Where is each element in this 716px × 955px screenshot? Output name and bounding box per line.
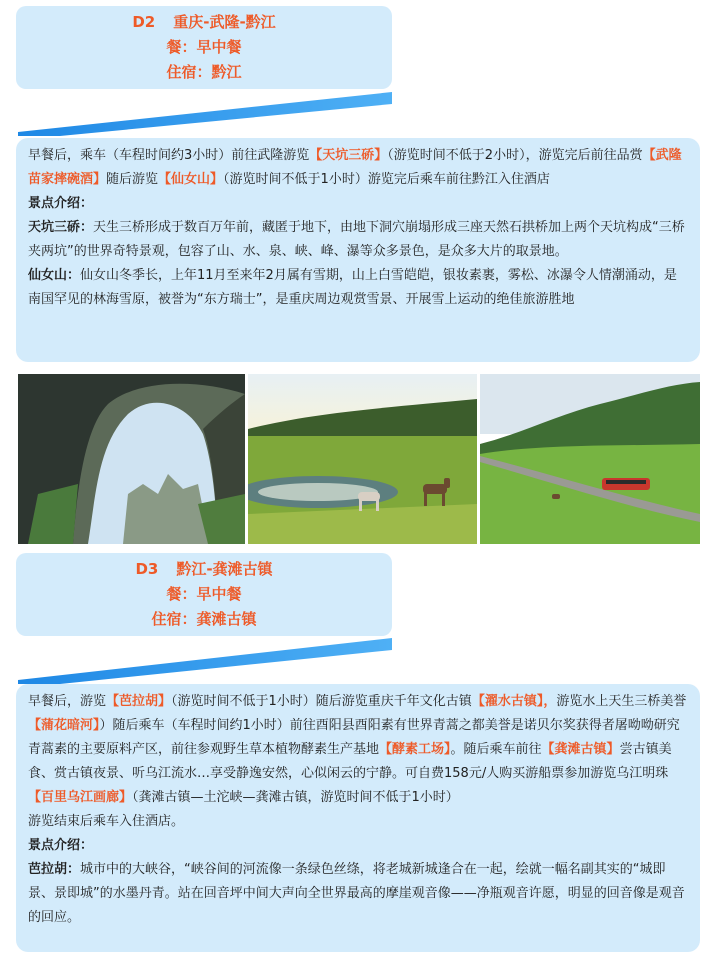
day3-text-part: 尝古镇美食、赏古镇夜景、听乌江流水…享受静逸安然，心似闲云的宁静。可自费158元/人购买游船票参加游览乌江明珠 (28, 742, 672, 781)
day3-header (16, 553, 392, 636)
spot-balahu: 【芭拉胡】 (106, 694, 172, 709)
day3-text-part: 早餐后，游览 (28, 694, 107, 709)
day2-spot2-desc (28, 264, 688, 312)
day3-intro-title: 景点介绍： (28, 838, 94, 853)
day2-title (16, 10, 392, 35)
spot-wujiang: 【百里乌江画廊】 (28, 790, 133, 805)
day2-spot2-name: 仙女山： (28, 268, 81, 283)
day2-spot1-text: 天生三桥形成于数百万年前，藏匿于地下，由地下洞穴崩塌形成三座天然石拱桥加上两个天坑构成“三桥夹两坑”的世界奇特景观，包容了山、水、泉、峡、峰、瀑等众多景色，是众多大片的取景地。 (28, 220, 685, 259)
tiankeng-arch-photo (18, 374, 245, 544)
day2-meals: 餐：早中餐 (166, 38, 242, 56)
day3-title (16, 557, 392, 582)
day3-text-part: （龚滩古镇—土沱峡—龚滩古镇，游览时间不低于1小时） (132, 790, 459, 805)
day2-stay: 住宿：黔江 (166, 63, 242, 81)
spot-jiaosu: 【酵素工场】 (379, 742, 451, 757)
day2-route: 重庆-武隆-黔江 (173, 13, 276, 31)
day2-wedge-decoration (0, 92, 716, 138)
day2-intro-title: 景点介绍： (28, 196, 94, 211)
day2-text-part: 早餐后，乘车（车程时间约3小时）前往武隆游览 (28, 148, 310, 163)
day2-header (16, 6, 392, 89)
day3-spot1-text: 城市中的大峡谷，“峡谷间的河流像一条绿色丝绦，将老城新城逢合在一起，绘就一幅名副其实的“城即景、景即城”的水墨丹青。站在回音坪中间大声向全世界最高的摩崖观音像——净瓶观音许愿，明显的回音像是观音的回应。 (28, 862, 685, 925)
grassland-road-bus-photo (480, 374, 700, 544)
day3-text-part: ）随后乘车（车程时间约1小时）前往酉阳县酉阳素有世界青蒿之都美誉是诺贝尔奖获得者屠呦呦研究青蒿素的主要原料产区，前往参观野生草本植物酵素生产基地 (28, 718, 680, 757)
day3-number: D3 (135, 560, 159, 578)
day2-text-part: 随后游览 (106, 172, 159, 187)
day2-text-part: （游览时间不低于2小时），游览完后前往品赏 (387, 148, 643, 163)
spot-tiankeng: 【天坑三硚】 (309, 148, 388, 163)
spot-wanjiu: 【武隆苗家摔碗酒】 (28, 148, 682, 187)
day2-spot1-name: 天坑三硚： (28, 220, 94, 235)
spot-xiannvshan: 【仙女山】 (158, 172, 224, 187)
day3-itinerary-text (28, 690, 688, 810)
day2-itinerary-text (28, 144, 688, 192)
day2-itinerary-card (16, 138, 700, 362)
day2-number: D2 (132, 13, 156, 31)
day2-spot1-desc (28, 216, 688, 264)
meadow-horses-lake-photo (248, 374, 477, 544)
day3-text-part: 游览水上天生三桥美誉 (556, 694, 687, 709)
day3-stay: 住宿：龚滩古镇 (151, 610, 257, 628)
spot-puhua: 【蒲花暗河】 (28, 718, 100, 733)
day3-checkin-text: 游览结束后乘车入住酒店。 (28, 814, 185, 829)
day3-itinerary-card (16, 684, 700, 952)
day2-spot2-text: 仙女山冬季长，上年11月至来年2月属有雪期，山上白雪皑皑，银妆素裹，雾松、冰瀑令人情潮涌动，是南国罕见的林海雪原，被誉为“东方瑞士”，是重庆周边观赏雪景、开展雪上运动的绝佳旅游胜地 (28, 268, 677, 307)
day3-route: 黔江-龚滩古镇 (176, 560, 273, 578)
day2-text-part: （游览时间不低于1小时）游览完后乘车前往黔江入住酒店 (223, 172, 550, 187)
spot-gongtan: 【龚滩古镇】 (541, 742, 620, 757)
day3-wedge-decoration (0, 638, 716, 686)
day3-text-part: （游览时间不低于1小时）随后游览重庆千年文化古镇 (171, 694, 472, 709)
day3-meals: 餐：早中餐 (166, 585, 242, 603)
day3-spot1-desc (28, 858, 688, 930)
spot-zhuoshui: 【濯水古镇】， (471, 694, 557, 709)
day3-spot1-name: 芭拉胡： (28, 862, 81, 877)
day3-text-part: 。随后乘车前往 (450, 742, 542, 757)
